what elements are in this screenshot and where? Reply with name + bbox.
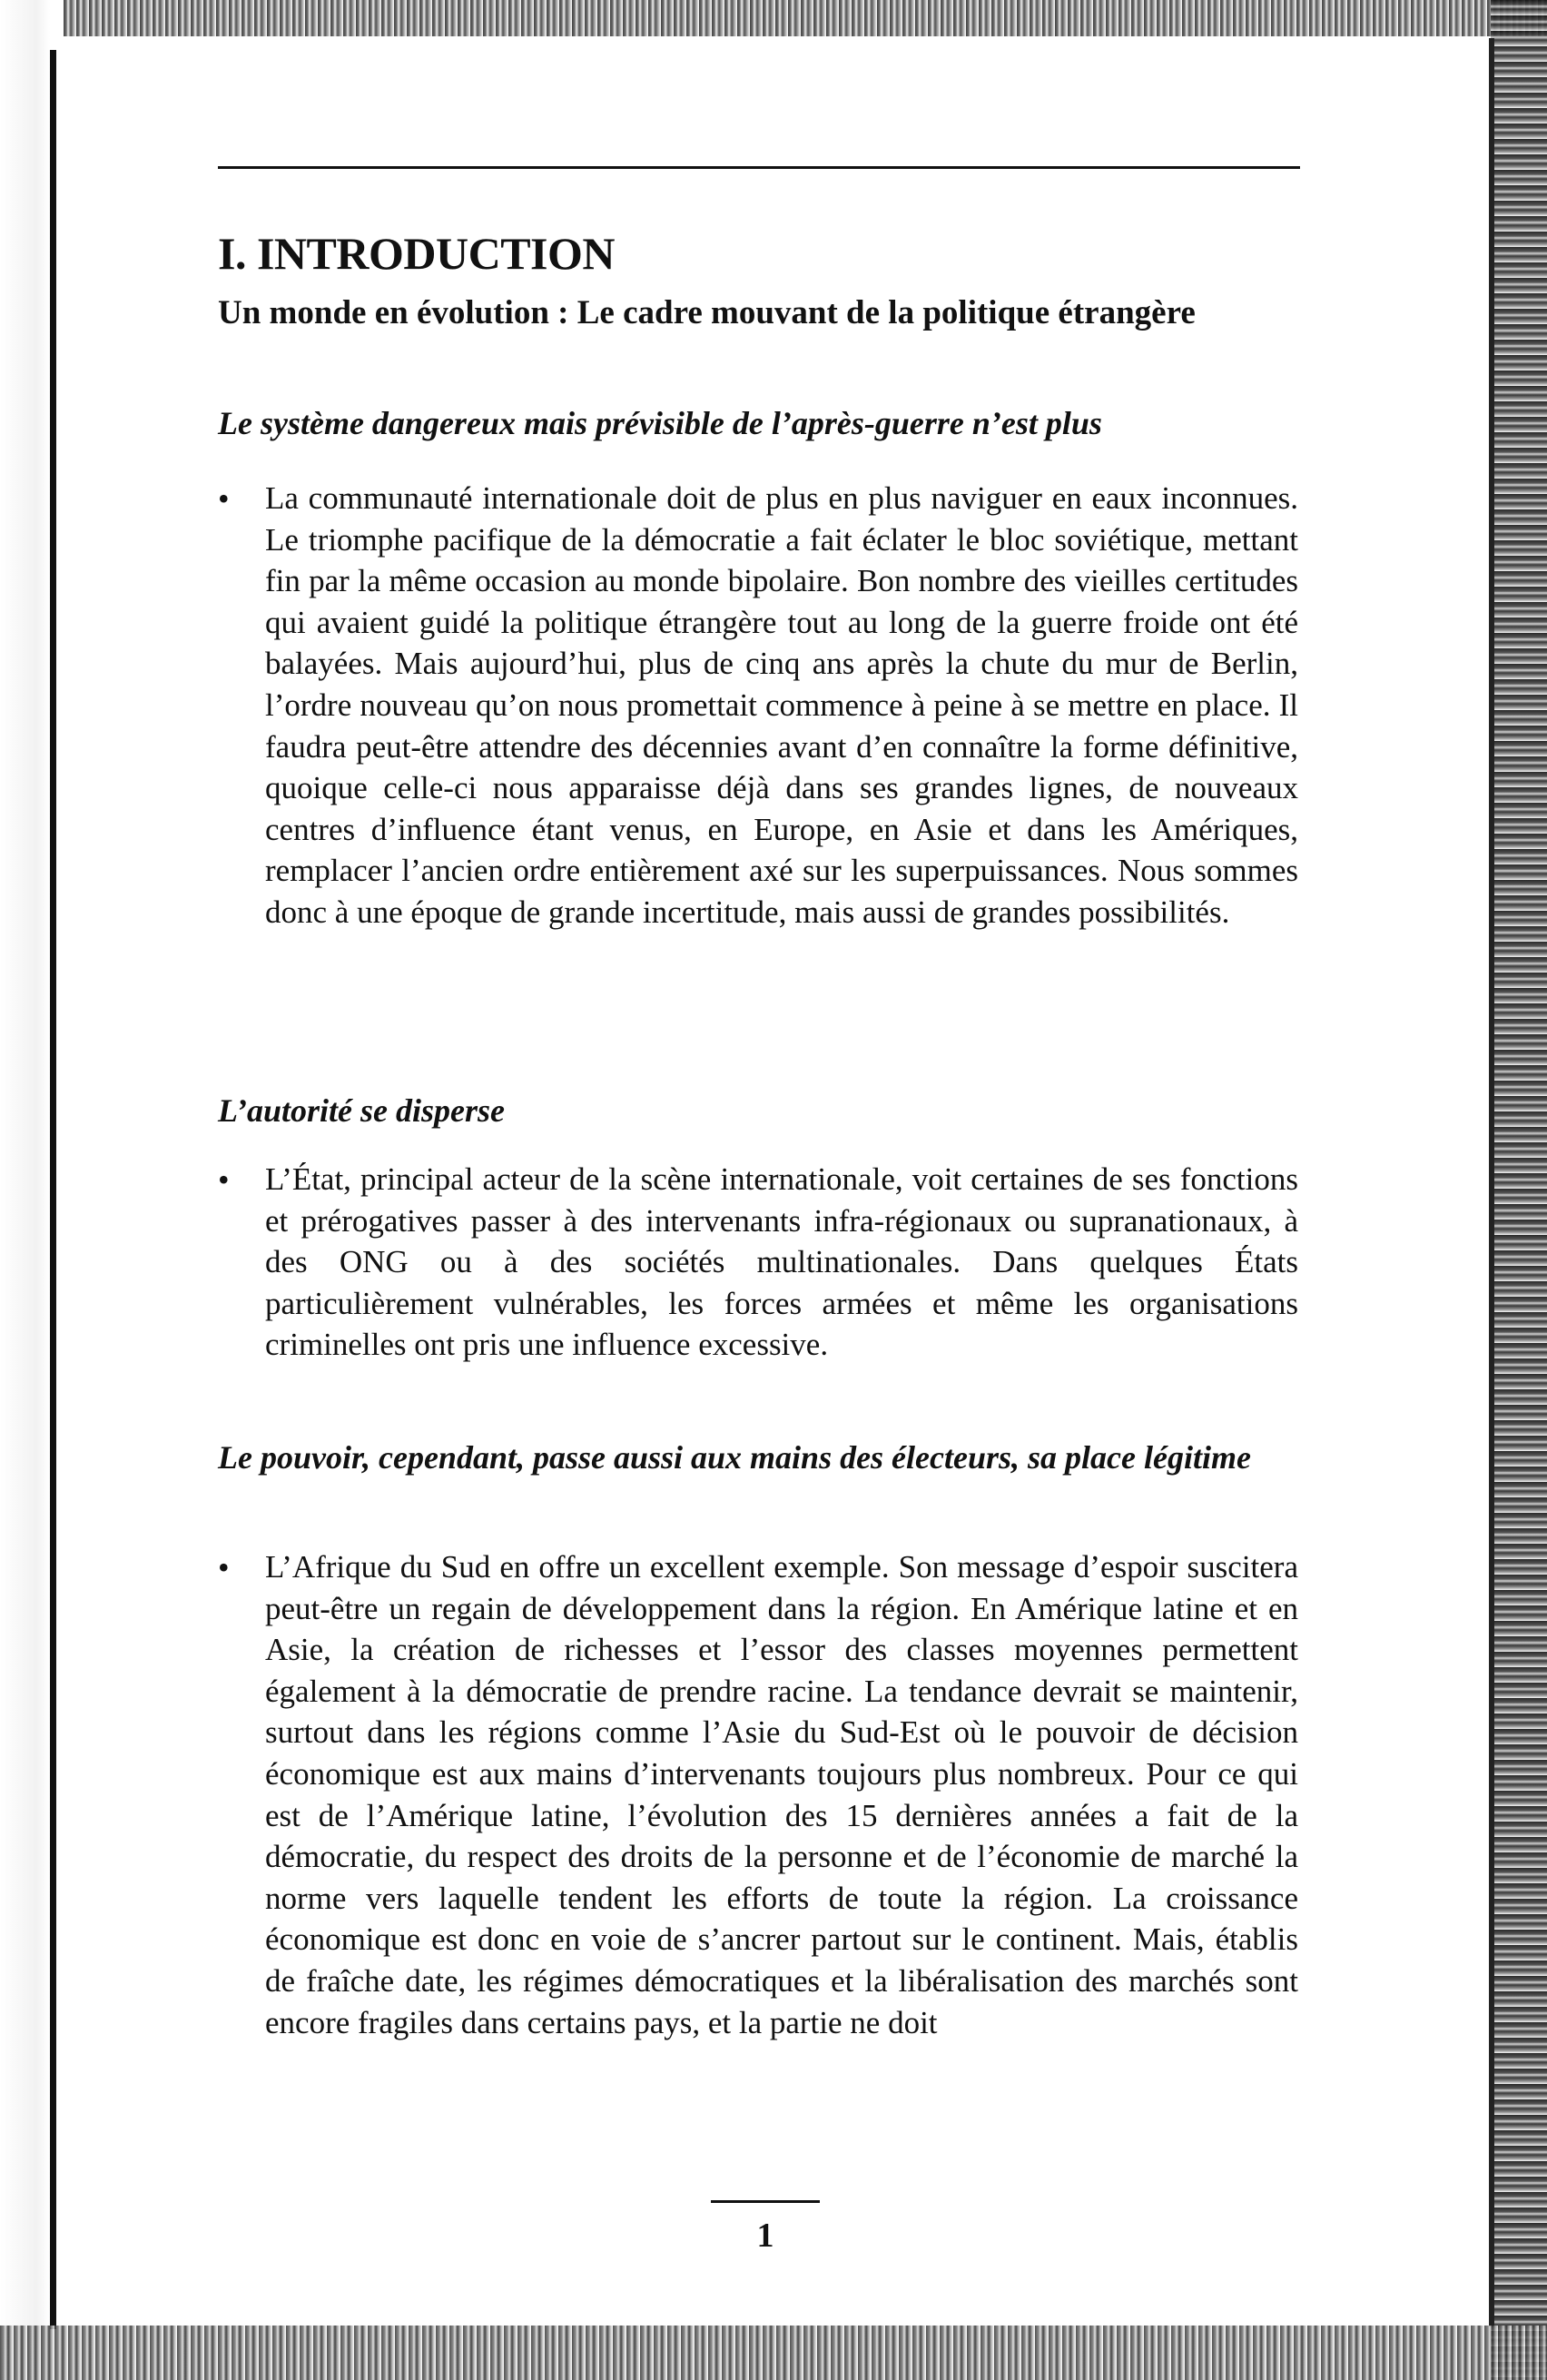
paragraph-1: La communauté internationale doit de plus en plus naviguer en eaux inconnues. Le triomphe pacifique de la démocratie a fait éclater le bloc soviétique, mettant fin par la même occasion au monde bipolaire. Bon nombre des vieilles certitudes qui avaient guidé la politique étrangère tout au long de la guerre froide ont été balayées. Mais aujourd’hui, plus de cinq ans après la chute du mur de Berlin, l’ordre nouveau qu’on nous promettait commence à peine à se mettre en place. Il faudra peut-être attendre des décennies avant d’en connaître la forme définitive, quoique celle-ci nous apparaisse déjà dans ses grandes lignes, de nouveaux centres d’influence étant venus, en Europe, en Asie et dans les Amériques, remplacer l’ancien ordre entièrement axé sur les superpuissances. Nous sommes donc à une époque de grande incertitude, mais aussi de grandes possibilités. bbox=[265, 480, 1298, 930]
section-body-1 bbox=[218, 478, 1300, 1068]
section-title-1: Le système dangereux mais prévisible de l’après-guerre n’est plus bbox=[218, 405, 1102, 441]
bullet-marker: • bbox=[218, 1549, 230, 1585]
scan-border-bottom bbox=[0, 2326, 1547, 2380]
page-edge-shadow bbox=[1489, 38, 1494, 2326]
top-rule bbox=[218, 166, 1300, 169]
page-number: 1 bbox=[756, 2217, 774, 2255]
paragraph-3: L’Afrique du Sud en offre un excellent exemple. Son message d’espoir suscitera peut-être un regain de développement dans la région. En Amérique latine et en Asie, la création de richesses et l’essor des classes moyennes permettent également à la démocratie de prendre racine. La tendance devrait se maintenir, surtout dans les régions comme l’Asie du Sud-Est où le pouvoir de décision économique est aux mains d’intervenants toujours plus nombreux. Pour ce qui est de l’Amérique latine, l’évolution des 15 dernières années a fait de la démocratie, du respect des droits de la personne et de l’économie de marché la norme vers laquelle tendent les efforts de toute la région. La croissance économique est donc en voie de s’ancrer partout sur le continent. Mais, établis de fraîche date, les régimes démocratiques et la libéralisation des marchés sont encore fragiles dans certains pays, et la partie ne doit bbox=[265, 1549, 1298, 2040]
section-body-2 bbox=[218, 1159, 1300, 1422]
section-body-3 bbox=[218, 1546, 1300, 2128]
section-title-2: L’autorité se disperse bbox=[218, 1092, 505, 1129]
scan-border-top bbox=[0, 0, 1547, 36]
chapter-heading: I. INTRODUCTION bbox=[218, 228, 616, 279]
book-spine-shadow bbox=[50, 50, 56, 2329]
paragraph-2: L’État, principal acteur de la scène internationale, voit certaines de ses fonctions et prérogatives passer à des intervenants infra-régionaux ou supranationaux, à des ONG ou à des sociétés multinationales. Dans quelques États particulièrement vulnérables, les forces armées et même les organisations criminelles ont pris une influence excessive. bbox=[265, 1161, 1298, 1363]
chapter-subheading: Un monde en évolution : Le cadre mouvant de la politique étrangère bbox=[218, 294, 1196, 331]
bullet-marker: • bbox=[218, 1161, 230, 1198]
footer-rule bbox=[711, 2200, 820, 2203]
section-title-3: Le pouvoir, cependant, passe aussi aux mains des électeurs, sa place légitime bbox=[218, 1439, 1251, 1476]
bullet-marker: • bbox=[218, 480, 230, 517]
scan-border-right bbox=[1491, 0, 1547, 2380]
